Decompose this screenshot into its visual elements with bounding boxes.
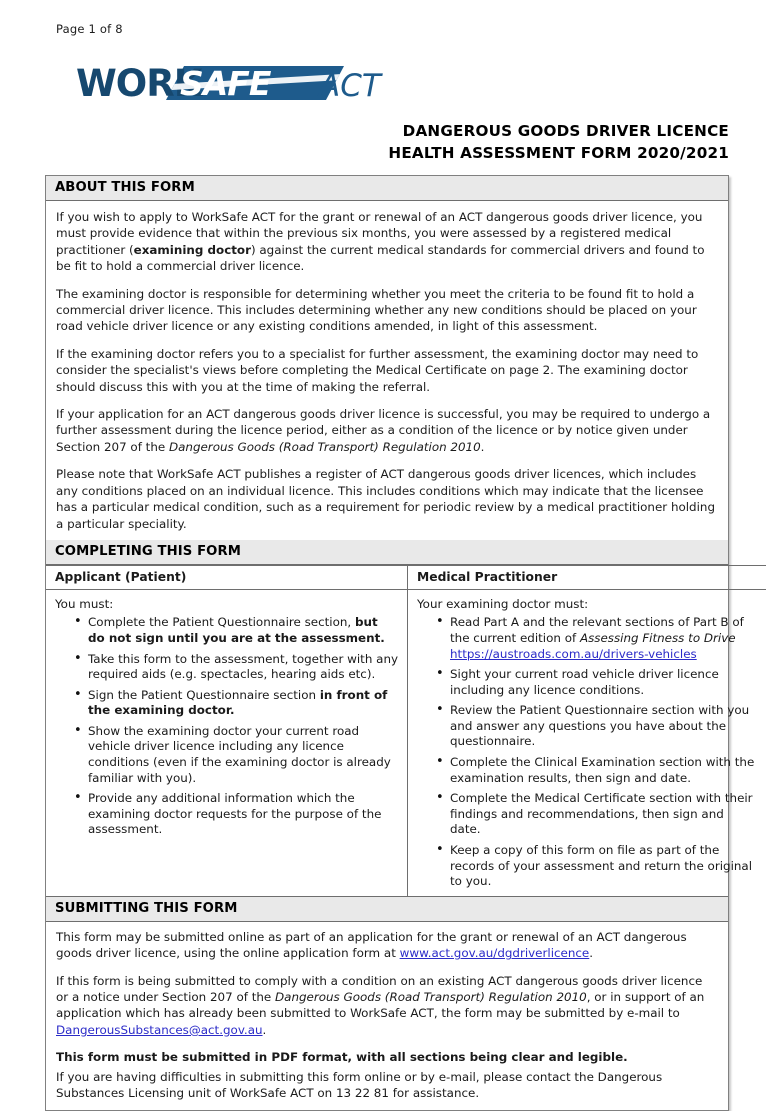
submitting-p2-text-c: . xyxy=(262,1022,267,1037)
list-item xyxy=(436,843,757,890)
about-p1-text-a: If you wish to apply to WorkSafe ACT for the grant or renewal of an ACT dangerous goods driver licence, you must provide evidence that within the previous six months, you were assessed by a registered medical practitioner ( xyxy=(56,210,703,257)
about-p4-text-b: . xyxy=(480,439,485,454)
page-number: Page 1 of 8 xyxy=(56,22,123,36)
bullet-text: Sign the Patient Questionnaire section xyxy=(88,687,320,702)
list-item xyxy=(74,688,398,719)
bullet-text: Complete the Medical Certificate section with their findings and recommendations, then sign and date. xyxy=(450,791,753,837)
about-p4-regulation-title: Dangerous Goods (Road Transport) Regulation 2010 xyxy=(168,439,481,454)
applicant-lead: You must: xyxy=(55,596,114,611)
completing-table xyxy=(46,565,766,896)
practitioner-lead: Your examining doctor must: xyxy=(417,596,589,611)
page-title xyxy=(229,120,729,164)
submitting-paragraph-2 xyxy=(56,973,718,1039)
bullet-bold: but do not sign until you are at the assessment. xyxy=(88,615,385,645)
about-p4-text-a: If your application for an ACT dangerous goods driver licence is successful, you may be required to undergo a further assessment during the licence period, either as a condition of the licence or by notice given under Section 207 of the xyxy=(56,407,711,454)
about-paragraph-3: If the examining doctor refers you to a specialist for further assessment, the examining doctor may need to consider the specialist's views before completing the Medical Certificate on page 2. The examining doctor should discuss this with you at the time of making the referral. xyxy=(56,346,699,394)
list-item xyxy=(436,755,757,786)
submitting-p1-text-a: This form may be submitted online as part of an application for the grant or renewal of an ACT dangerous goods driver licence, using the online application form at xyxy=(56,929,687,961)
about-paragraph-1 xyxy=(56,209,718,275)
list-item xyxy=(436,703,757,750)
section-header-completing: COMPLETING THIS FORM xyxy=(46,540,728,565)
page-title-line1: DANGEROUS GOODS DRIVER LICENCE xyxy=(402,122,729,140)
page-title-line2: HEALTH ASSESSMENT FORM 2020/2021 xyxy=(388,144,729,162)
list-item xyxy=(436,615,757,662)
bullet-text: Review the Patient Questionnaire section with you and answer any questions you have about the questionnaire. xyxy=(450,703,750,749)
submitting-p2-regulation-title: Dangerous Goods (Road Transport) Regulation 2010 xyxy=(275,990,587,1005)
submitting-paragraph-4: If you are having difficulties in submitting this form online or by e-mail, please contact the Dangerous Substances Licensing unit of WorkSafe ACT on 13 22 81 for assistance. xyxy=(56,1069,663,1101)
pdf-format-notice: This form must be submitted in PDF format, with all sections being clear and legible. xyxy=(56,1050,628,1065)
practitioner-cell xyxy=(408,589,767,895)
bullet-italic-title: Assessing Fitness to Drive xyxy=(579,630,736,645)
about-paragraph-2: The examining doctor is responsible for determining whether you meet the criteria to be found fit to hold a commercial driver licence. This includes determining whether any new conditions should be placed on your road vehicle driver licence or any existing conditions amended, in light of this assessment. xyxy=(56,286,697,334)
column-header-practitioner: Medical Practitioner xyxy=(408,565,767,589)
bullet-text: Sight your current road vehicle driver licence including any licence conditions. xyxy=(450,667,719,697)
list-item xyxy=(436,667,757,698)
list-item xyxy=(436,791,757,838)
column-header-applicant: Applicant (Patient) xyxy=(46,565,408,589)
online-application-link[interactable]: www.act.gov.au/dgdriverlicence xyxy=(399,946,590,961)
submitting-p2-text-b: , or in support of an application which has already been submitted to WorkSafe ACT, the form may be submitted by e-mail to xyxy=(56,990,705,1021)
about-p1-bold: examining doctor xyxy=(133,242,251,257)
austroads-link[interactable]: https://austroads.com.au/drivers-vehicles xyxy=(450,646,697,661)
bullet-text: Keep a copy of this form on file as part of the records of your assessment and return the original to you. xyxy=(450,843,752,889)
bullet-text: Complete the Clinical Examination section with the examination results, then sign and date. xyxy=(450,755,755,785)
bullet-text: Provide any additional information which the examining doctor requests for the purpose of the assessment. xyxy=(88,791,382,837)
practitioner-bullet-list xyxy=(417,615,757,890)
svg-text:WORK: WORK xyxy=(76,62,202,105)
submitting-paragraph-1 xyxy=(56,929,718,962)
form-frame xyxy=(45,175,755,1111)
bullet-text: Show the examining doctor your current road vehicle driver licence including any licence conditions (even if the examining doctor is already familiar with you). xyxy=(88,723,391,785)
bullet-text: Complete the Patient Questionnaire section, xyxy=(88,615,355,630)
email-link[interactable]: DangerousSubstances@act.gov.au xyxy=(56,1022,263,1037)
section-body-about xyxy=(46,201,728,540)
applicant-bullet-list xyxy=(55,615,398,838)
table-header-row xyxy=(46,565,766,589)
submitting-p1-text-b: . xyxy=(589,946,594,961)
list-item xyxy=(74,615,398,646)
bullet-bold: in front of the examining doctor. xyxy=(88,687,388,718)
section-header-about: ABOUT THIS FORM xyxy=(46,176,728,201)
table-content-row xyxy=(46,589,766,895)
section-header-submitting: SUBMITTING THIS FORM xyxy=(46,896,728,922)
submitting-paragraph-3 xyxy=(56,1049,718,1065)
bullet-text: Take this form to the assessment, together with any required aids (e.g. spectacles, hearing aids etc). xyxy=(88,651,399,682)
list-item xyxy=(74,791,398,838)
applicant-cell xyxy=(46,589,408,895)
about-p1-text-b: ) against the current medical standards for commercial drivers and found to be fit to hold a commercial driver licence. xyxy=(56,242,705,274)
about-paragraph-4 xyxy=(56,406,718,455)
bullet-text: Read Part A and the relevant sections of Part B of the current edition of xyxy=(450,615,744,645)
about-paragraph-5: Please note that WorkSafe ACT publishes a register of ACT dangerous goods driver licences, which includes any conditions placed on an individual licence. This includes conditions which may indicate that the licensee has a particular medical condition, such as a requirement for periodic review by a medical practitioner holding a particular speciality. xyxy=(56,467,715,531)
worksafe-act-logo xyxy=(76,60,396,106)
submitting-p2-text-a: If this form is being submitted to comply with a condition on an existing ACT dangerous goods driver licence or a notice under Section 207 of the xyxy=(56,973,703,1005)
section-body-submitting xyxy=(46,922,728,1111)
svg-text:ACT: ACT xyxy=(319,68,381,104)
list-item xyxy=(74,724,398,786)
list-item xyxy=(74,652,398,683)
